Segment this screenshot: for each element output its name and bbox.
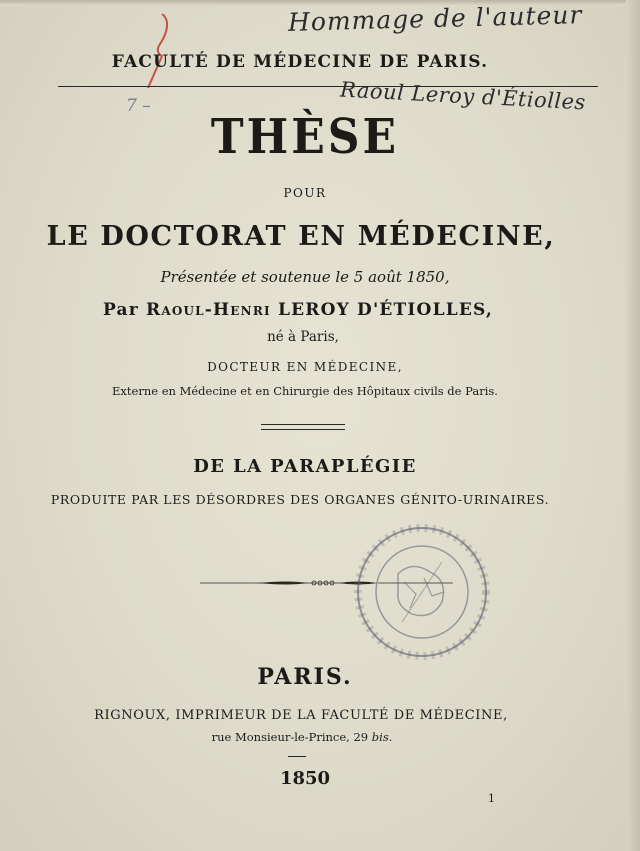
short-rule	[288, 756, 306, 757]
birthplace: né à Paris,	[267, 329, 339, 345]
thesis-subtitle: PRODUITE PAR LES DÉSORDRES DES ORGANES GÉNITO-URINAIRES.	[50, 492, 550, 507]
page-right-edge	[626, 0, 640, 851]
pencil-shelf-mark: 7 –	[126, 96, 151, 116]
red-pencil-mark-icon	[140, 10, 180, 90]
handwritten-dedication: Hommage de l'auteur	[287, 0, 583, 37]
author-position: Externe en Médecine et en Chirurgie des Hôpitaux civils de Paris.	[112, 384, 498, 398]
degree-heading: LE DOCTORAT EN MÉDECINE,	[46, 221, 556, 252]
author-prefix: Par	[102, 300, 139, 320]
presentation-date: Présentée et soutenue le 5 août 1850,	[160, 268, 450, 286]
library-stamp-icon	[352, 522, 492, 662]
document-title: THÈSE	[210, 109, 400, 166]
address-street: rue Monsieur-le-Prince, 29	[211, 730, 369, 744]
faculty-heading: FACULTÉ DE MÉDECINE DE PARIS.	[111, 52, 489, 72]
handwritten-signature: Raoul Leroy d'Étiolles	[339, 77, 587, 115]
thesis-subject: DE LA PARAPLÉGIE	[193, 456, 417, 477]
pour-text: POUR	[283, 186, 327, 200]
address-suffix: bis.	[371, 730, 393, 744]
publication-city: PARIS.	[257, 664, 353, 690]
author-surname: LEROY D'ÉTIOLLES,	[277, 300, 494, 320]
author-title: DOCTEUR EN MÉDECINE,	[207, 360, 403, 374]
page-number: 1	[488, 792, 495, 805]
printer-address	[0, 730, 604, 744]
printer-name: RIGNOUX, IMPRIMEUR DE LA FACULTÉ DE MÉDECINE,	[94, 708, 508, 723]
header-rule	[58, 86, 598, 87]
author-line	[0, 300, 596, 320]
author-given-names: Raoul-Henri	[146, 300, 271, 320]
double-rule-divider	[261, 424, 345, 430]
publication-year: 1850	[279, 768, 331, 789]
